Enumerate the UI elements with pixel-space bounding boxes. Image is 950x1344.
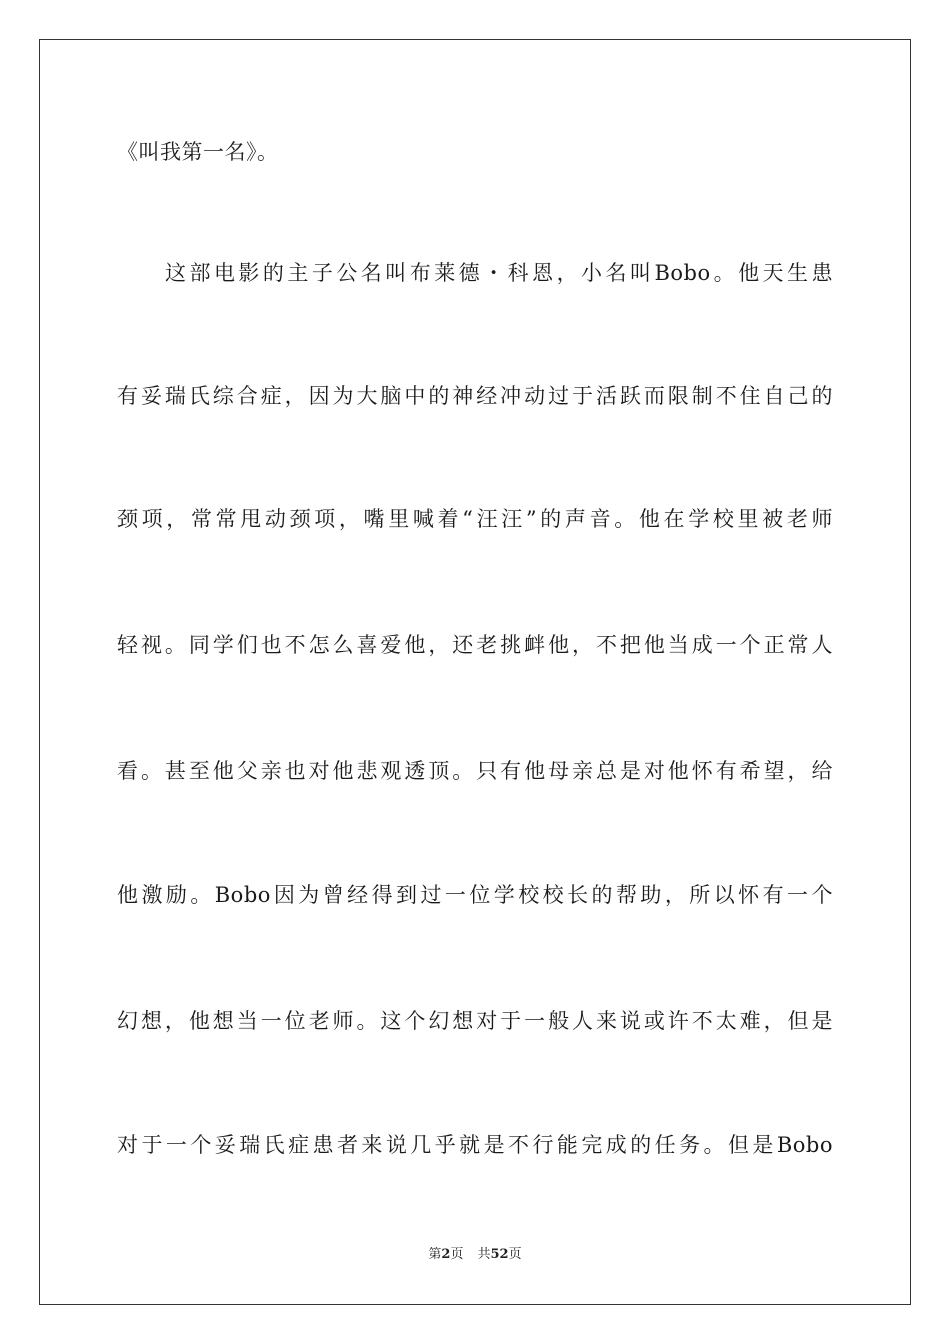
text-line-2: 这部电影的主子公名叫布莱德・科恩，小名叫Bobo。他天生患 [165,261,833,285]
text-line-3: 有妥瑞氏综合症，因为大脑中的神经冲动过于活跃而限制不住自己的 [117,384,833,408]
text-line-4: 颈项，常常甩动颈项，嘴里喊着“汪汪”的声音。他在学校里被老师 [117,507,833,531]
text-line-1: 《叫我第一名》。 [117,140,279,164]
text-line-7: 他激励。Bobo因为曾经得到过一位学校校长的帮助，所以怀有一个 [117,883,833,907]
total-prefix: 共 [477,1247,491,1262]
total-suffix: 页 [508,1247,522,1262]
total-pages: 52 [490,1247,509,1262]
text-line-6: 看。甚至他父亲也对他悲观透顶。只有他母亲总是对他怀有希望，给 [117,759,833,783]
page-footer [0,1246,950,1264]
text-line-5: 轻视。同学们也不怎么喜爱他，还老挑衅他，不把他当成一个正常人 [117,633,833,657]
page-number: 2 [441,1247,451,1262]
page-frame [39,39,911,1305]
text-line-9: 对于一个妥瑞氏症患者来说几乎就是不行能完成的任务。但是Bobo [117,1133,833,1157]
text-line-8: 幻想，他想当一位老师。这个幻想对于一般人来说或许不太难，但是 [117,1009,833,1033]
page-prefix: 第 [428,1247,442,1262]
page-suffix: 页 [450,1247,464,1262]
